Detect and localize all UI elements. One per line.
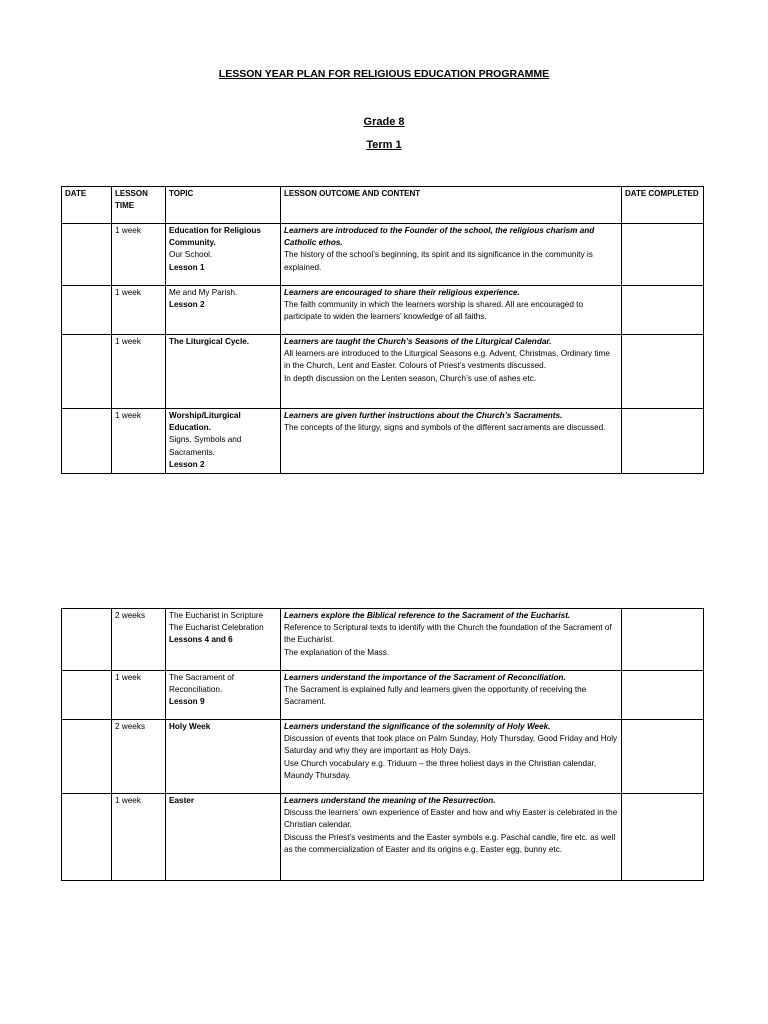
topic-cell (166, 720, 281, 794)
topic-lesson: Lesson 2 (169, 459, 205, 469)
outcome-cell (281, 224, 622, 286)
topic-cell (166, 609, 281, 671)
table-row (62, 335, 704, 409)
date-cell (62, 224, 112, 286)
topic-text: The Eucharist in Scripture The Eucharist Celebration (169, 611, 264, 633)
date-completed-cell (622, 794, 704, 881)
topic-text: Me and My Parish. (169, 288, 238, 297)
date-cell (62, 671, 112, 720)
topic-cell (166, 671, 281, 720)
lesson-time-cell: 1 week (112, 671, 166, 720)
header-date-completed: DATE COMPLETED (622, 187, 704, 224)
outcome-text: Discussion of events that took place on Palm Sunday, Holy Thursday, Good Friday and Holy Saturday and why they are important as Holy Days. (284, 734, 618, 756)
table-row (62, 609, 704, 671)
document-title: LESSON YEAR PLAN FOR RELIGIOUS EDUCATION PROGRAMME (218, 68, 550, 80)
lesson-time-cell: 2 weeks (112, 720, 166, 794)
topic-lesson: Lessons 4 and 6 (169, 635, 233, 645)
date-completed-cell (622, 671, 704, 720)
outcome-cell (281, 720, 622, 794)
date-completed-cell (622, 409, 704, 474)
table-row (62, 671, 704, 720)
lesson-time-cell: 1 week (112, 224, 166, 286)
date-completed-cell (622, 286, 704, 335)
table-row (62, 409, 704, 474)
table-row (62, 794, 704, 881)
outcome-text: The history of the school’s beginning, its spirit and its significance in the community is explained. (284, 250, 593, 272)
outcome-text: The faith community in which the learners worship is shared. All are encouraged to participate to widen the learners’ knowledge of all faiths. (284, 300, 583, 322)
table-row (62, 224, 704, 286)
topic-cell (166, 409, 281, 474)
header-topic: TOPIC (166, 187, 281, 224)
date-completed-cell (622, 720, 704, 794)
topic-text: Our School. (169, 250, 213, 260)
topic-title: Holy Week (169, 722, 211, 731)
outcome-text: All learners are introduced to the Liturgical Seasons e.g. Advent, Christmas, Ordinary time in the Church, Lent and Easter. Colours of Priest’s vestments discussed. (284, 349, 610, 371)
table-row (62, 286, 704, 335)
outcome-text: The Sacrament is explained fully and learners given the opportunity of receiving the Sacrament. (284, 685, 587, 707)
date-cell (62, 335, 112, 409)
term-heading: Term 1 (366, 139, 402, 151)
lesson-time-cell: 1 week (112, 794, 166, 881)
outcome-title: Learners explore the Biblical reference to the Sacrament of the Eucharist. (284, 611, 571, 620)
table-body (62, 224, 704, 474)
topic-text: The Sacrament of Reconciliation. (169, 673, 235, 695)
outcome-title: Learners are introduced to the Founder of the school, the religious charism and Catholic ethos. (284, 226, 595, 248)
lesson-time-cell: 1 week (112, 409, 166, 474)
date-completed-cell (622, 335, 704, 409)
header-date: DATE (62, 187, 112, 224)
outcome-text: Use Church vocabulary e.g. Triduum – the three holiest days in the Christian calendar, Maundy Thursday. (284, 758, 597, 780)
date-cell (62, 609, 112, 671)
table-header-row (62, 187, 704, 224)
outcome-cell (281, 335, 622, 409)
topic-title: Worship/Liturgical Education. (169, 411, 241, 433)
topic-title: The Liturgical Cycle. (169, 337, 250, 346)
table-row (62, 720, 704, 794)
outcome-title: Learners are encouraged to share their religious experience. (284, 288, 520, 297)
topic-text: Signs, Symbols and Sacraments. (169, 435, 242, 457)
outcome-cell (281, 794, 622, 881)
outcome-cell (281, 609, 622, 671)
topic-title: Education for Religious Community. (169, 226, 261, 248)
topic-lesson: Lesson 9 (169, 697, 205, 707)
outcome-text: Reference to Scriptural texts to identify with the Church the foundation of the Sacrament of the Eucharist. (284, 623, 612, 645)
topic-cell (166, 224, 281, 286)
date-cell (62, 720, 112, 794)
lesson-time-cell: 2 weeks (112, 609, 166, 671)
outcome-title: Learners understand the significance of the solemnity of Holy Week. (284, 722, 551, 731)
outcome-title: Learners are given further instructions about the Church’s Sacraments. (284, 411, 563, 420)
outcome-text: The concepts of the liturgy, signs and symbols of the different sacraments are discussed. (284, 423, 606, 433)
table-body-continued (62, 609, 704, 881)
outcome-text: In depth discussion on the Lenten season, Church’s use of ashes etc. (284, 373, 537, 383)
topic-lesson: Lesson 1 (169, 262, 205, 272)
date-completed-cell (622, 224, 704, 286)
header-outcome: LESSON OUTCOME AND CONTENT (281, 187, 622, 224)
lesson-time-cell: 1 week (112, 286, 166, 335)
date-cell (62, 794, 112, 881)
outcome-title: Learners understand the importance of the Sacrament of Reconciliation. (284, 673, 566, 682)
outcome-title: Learners are taught the Church’s Seasons of the Liturgical Calendar. (284, 337, 552, 346)
outcome-cell (281, 409, 622, 474)
grade-heading: Grade 8 (363, 116, 405, 128)
outcome-text: Discuss the Priest’s vestments and the Easter symbols e.g. Paschal candle, fire etc. as well as the commercialization of Easter and its origins e.g. Easter egg, bunny etc. (284, 832, 616, 854)
lesson-plan-table (61, 186, 704, 474)
lesson-plan-table-continued (61, 608, 704, 881)
outcome-cell (281, 286, 622, 335)
topic-lesson: Lesson 2 (169, 300, 205, 310)
topic-title: Easter (169, 796, 195, 805)
date-cell (62, 409, 112, 474)
outcome-text: Discuss the learners’ own experience of Easter and how and why Easter is celebrated in the Christian calendar. (284, 808, 618, 830)
outcome-cell (281, 671, 622, 720)
header-lesson-time: LESSON TIME (112, 187, 166, 224)
date-completed-cell (622, 609, 704, 671)
topic-cell (166, 794, 281, 881)
topic-cell (166, 335, 281, 409)
outcome-text: The explanation of the Mass. (284, 647, 390, 657)
date-cell (62, 286, 112, 335)
lesson-time-cell: 1 week (112, 335, 166, 409)
outcome-title: Learners understand the meaning of the Resurrection. (284, 796, 496, 805)
topic-cell (166, 286, 281, 335)
